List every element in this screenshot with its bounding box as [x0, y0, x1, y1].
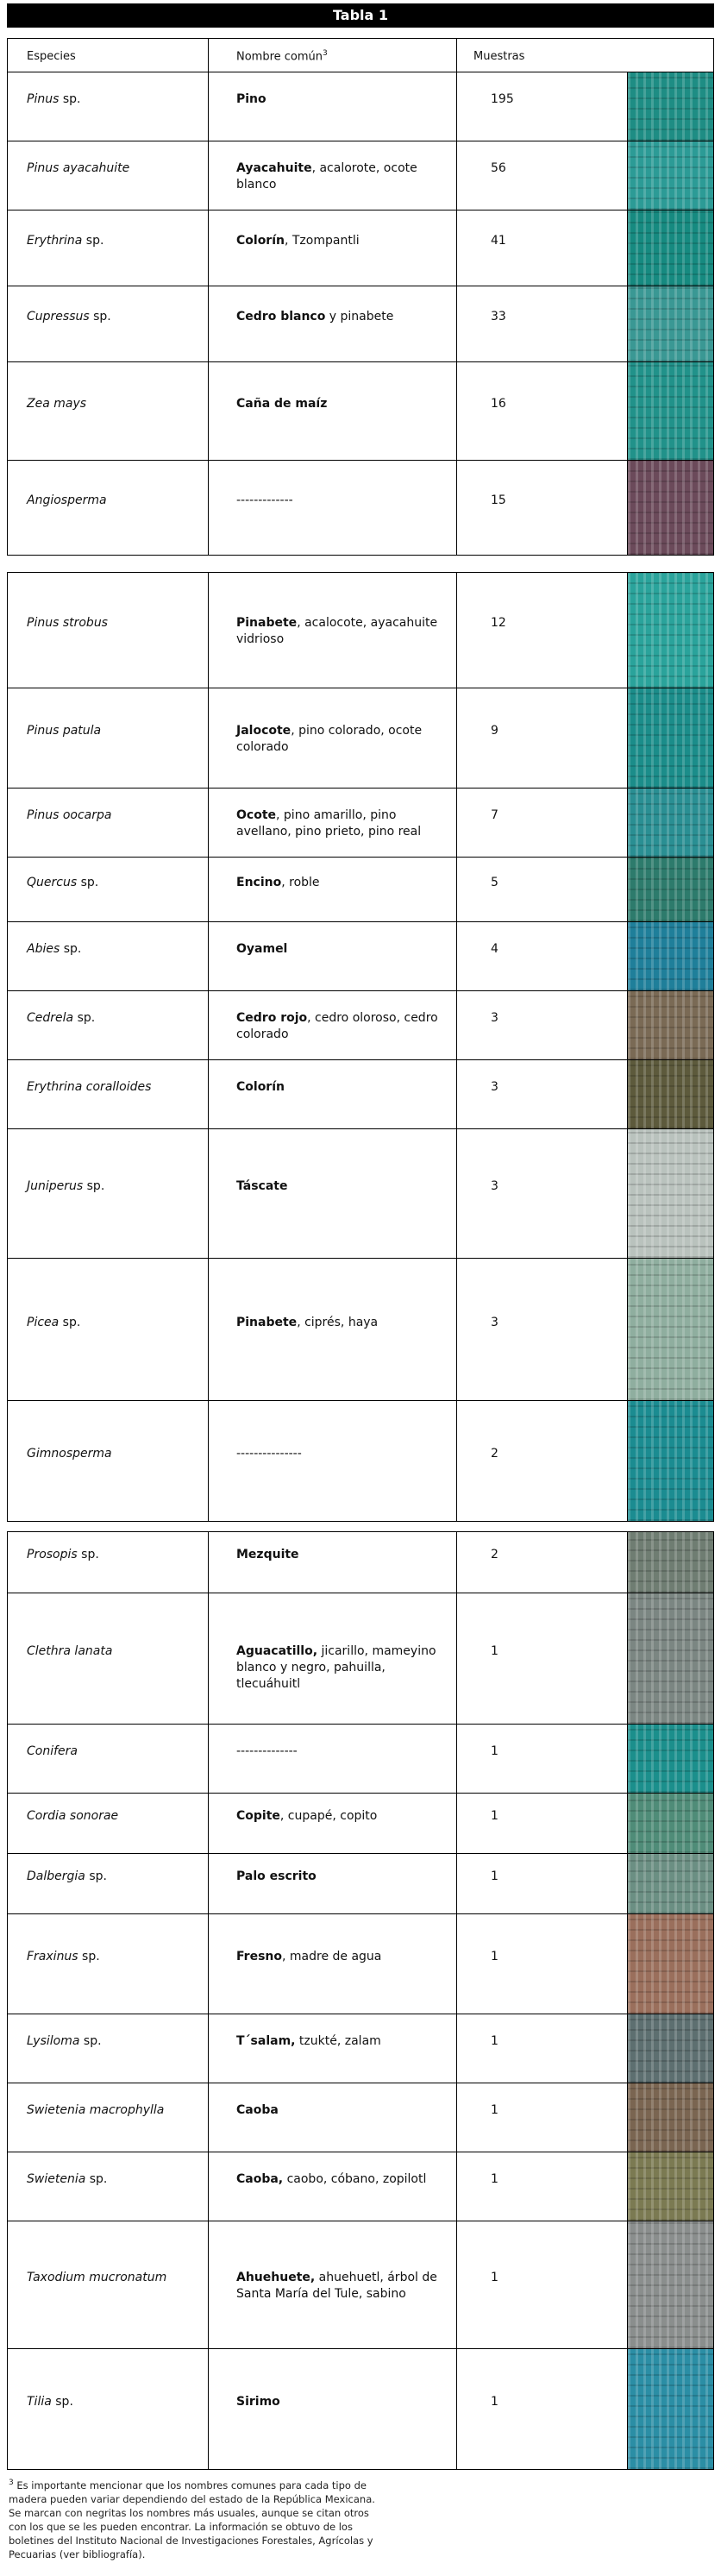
wood-micrograph — [627, 1401, 713, 1521]
table-row — [8, 1724, 713, 1793]
common-name — [236, 1808, 452, 1825]
species-name — [27, 941, 208, 958]
sample-count: 1 — [491, 1644, 498, 1658]
species-name — [27, 1315, 208, 1331]
table-row — [8, 921, 713, 990]
table-row — [8, 1853, 713, 1913]
wood-micrograph — [627, 2221, 713, 2348]
species-italic: Pinus oocarpa — [27, 808, 112, 822]
species-suffix: sp. — [82, 234, 104, 248]
species-italic: Dalbergia — [27, 1869, 85, 1883]
wood-micrograph — [627, 1794, 713, 1853]
common-name-main: Colorín — [236, 234, 285, 248]
table-row — [8, 688, 713, 788]
common-name-others: caobo, cóbano, zopilotl — [283, 2172, 427, 2186]
common-name — [236, 1079, 452, 1096]
species-italic: Cupressus — [27, 310, 90, 324]
common-name-main: Caoba — [236, 2103, 279, 2117]
sample-count: 195 — [491, 92, 514, 106]
wood-micrograph — [627, 2349, 713, 2469]
common-name-others: , madre de agua — [282, 1950, 382, 1963]
common-name — [236, 807, 452, 840]
wood-micrograph — [627, 573, 713, 688]
common-name-others: , Tzompantli — [284, 234, 360, 248]
common-name-main: Jalocote — [236, 724, 292, 738]
species-italic: Fraxinus — [27, 1950, 78, 1963]
common-name-main: Caña de maíz — [236, 397, 328, 411]
wood-micrograph — [627, 1532, 713, 1593]
table-row — [8, 788, 713, 857]
species-suffix: sp. — [78, 1950, 100, 1963]
sample-count: 4 — [491, 942, 498, 956]
species-name — [27, 1178, 208, 1195]
species-name — [27, 2033, 208, 2050]
species-italic: Pinus ayacahuite — [27, 161, 130, 175]
sample-count: 1 — [491, 2271, 498, 2284]
species-italic: Lysiloma — [27, 2034, 80, 2048]
species-suffix: sp. — [85, 1869, 107, 1883]
table-row — [8, 2152, 713, 2221]
wood-micrograph — [627, 2014, 713, 2083]
common-name — [236, 1315, 452, 1331]
common-name-others: ahuehuetl, árbol de Santa María del Tule, sabino — [236, 2271, 437, 2301]
species-name — [27, 91, 208, 108]
wood-micrograph — [627, 210, 713, 286]
wood-micrograph — [627, 858, 713, 921]
common-name-others: tzukté, zalam — [295, 2034, 381, 2048]
wood-micrograph — [627, 1593, 713, 1724]
table-row — [8, 2221, 713, 2348]
species-name — [27, 1446, 208, 1462]
sample-count: 56 — [491, 161, 506, 175]
common-name-main: Ahuehuete, — [236, 2271, 316, 2284]
wood-micrograph — [627, 72, 713, 141]
species-suffix: sp. — [79, 2034, 102, 2048]
sample-count: 12 — [491, 616, 506, 630]
header-common-name-sup: 3 — [323, 49, 328, 58]
wood-micrograph — [627, 1129, 713, 1258]
common-name — [236, 1178, 452, 1195]
common-name-main: Pinabete — [236, 616, 298, 630]
sample-count: 16 — [491, 397, 506, 411]
common-name-others: , acalorote, ocote blanco — [236, 161, 417, 192]
species-italic: Cordia sonorae — [27, 1809, 119, 1823]
species-name — [27, 160, 208, 177]
header-common-name — [236, 46, 328, 65]
common-name — [236, 2270, 452, 2303]
table-section — [7, 38, 714, 556]
wood-micrograph — [627, 1914, 713, 2014]
species-suffix: sp. — [73, 1011, 96, 1025]
species-suffix: sp. — [51, 2395, 73, 2409]
common-name-others: , cupapé, copito — [279, 1809, 378, 1823]
table-row — [8, 460, 713, 555]
common-name-main: Ocote — [236, 808, 277, 822]
wood-micrograph — [627, 2083, 713, 2152]
common-name — [236, 1547, 452, 1563]
common-name-main: Encino — [236, 876, 282, 889]
common-name-main: Pino — [236, 92, 266, 106]
common-name — [236, 396, 452, 412]
species-name — [27, 2102, 208, 2119]
species-name — [27, 2270, 208, 2286]
species-suffix: sp. — [85, 2172, 108, 2186]
common-name-others: --------------- — [236, 1447, 302, 1461]
common-name — [236, 723, 452, 756]
species-italic: Quercus — [27, 876, 78, 889]
common-name — [236, 1869, 452, 1885]
species-suffix: sp. — [77, 876, 99, 889]
common-name-main: Mezquite — [236, 1548, 299, 1561]
common-name — [236, 1446, 452, 1462]
table-row — [8, 1532, 713, 1593]
common-name — [236, 2394, 452, 2410]
table-row — [8, 141, 713, 210]
species-name — [27, 1079, 208, 1096]
species-suffix: sp. — [60, 942, 82, 956]
common-name — [236, 1643, 452, 1693]
sample-count: 3 — [491, 1316, 498, 1329]
species-italic: Erythrina coralloides — [27, 1080, 152, 1094]
species-suffix: sp. — [89, 310, 111, 324]
table-row — [8, 857, 713, 921]
species-name — [27, 1643, 208, 1660]
header-common-name-text: Nombre común — [236, 50, 323, 64]
table-row — [8, 1593, 713, 1724]
table-row — [8, 72, 713, 141]
species-name — [27, 309, 208, 325]
table-row — [8, 286, 713, 361]
species-italic: Taxodium mucronatum — [27, 2271, 167, 2284]
common-name-main: Cedro rojo — [236, 1011, 308, 1025]
common-name-others: -------------- — [236, 1744, 298, 1758]
wood-micrograph — [627, 286, 713, 361]
species-name — [27, 2394, 208, 2410]
species-suffix: sp. — [59, 1316, 81, 1329]
common-name-main: Táscate — [236, 1179, 288, 1193]
sample-count: 41 — [491, 234, 506, 248]
species-italic: Pinus strobus — [27, 616, 108, 630]
common-name — [236, 2033, 452, 2050]
table-row — [8, 210, 713, 286]
species-italic: Angiosperma — [27, 493, 107, 507]
wood-micrograph — [627, 922, 713, 990]
common-name — [236, 1744, 452, 1760]
common-name-main: Caoba, — [236, 2172, 284, 2186]
species-name — [27, 875, 208, 891]
sample-count: 1 — [491, 1950, 498, 1963]
wood-micrograph — [627, 141, 713, 210]
table-row — [8, 1258, 713, 1400]
species-italic: Conifera — [27, 1744, 78, 1758]
species-italic: Gimnosperma — [27, 1447, 112, 1461]
species-italic: Pinus — [27, 92, 60, 106]
common-name — [236, 615, 452, 648]
table-row — [8, 2348, 713, 2469]
table-row — [8, 1059, 713, 1128]
common-name-others: , acalocote, ayacahuite vidrioso — [236, 616, 438, 646]
species-name — [27, 1547, 208, 1563]
table-section — [7, 572, 714, 1522]
table-row — [8, 2014, 713, 2083]
species-italic: Erythrina — [27, 234, 83, 248]
species-italic: Pinus patula — [27, 724, 102, 738]
common-name-others: jicarillo, mameyino blanco y negro, pahuilla, tlecuáhuitl — [236, 1644, 436, 1691]
species-italic: Cedrela — [27, 1011, 74, 1025]
common-name-main: Copite — [236, 1809, 280, 1823]
wood-micrograph — [627, 1854, 713, 1913]
species-name — [27, 807, 208, 824]
species-name — [27, 493, 208, 509]
table-row — [8, 1913, 713, 2014]
species-italic: Prosopis — [27, 1548, 78, 1561]
species-italic: Clethra lanata — [27, 1644, 113, 1658]
species-italic: Picea — [27, 1316, 60, 1329]
species-name — [27, 1010, 208, 1027]
common-name — [236, 1949, 452, 1965]
common-name-main: Cedro blanco — [236, 310, 326, 324]
table-row — [8, 2083, 713, 2152]
species-suffix: sp. — [83, 1179, 105, 1193]
common-name-main: Sirimo — [236, 2395, 280, 2409]
wood-micrograph — [627, 461, 713, 555]
sample-count: 1 — [491, 2395, 498, 2409]
sample-count: 5 — [491, 876, 498, 889]
sample-count: 1 — [491, 1809, 498, 1823]
common-name-others: , pino colorado, ocote colorado — [236, 724, 423, 754]
wood-micrograph — [627, 1060, 713, 1128]
common-name — [236, 941, 452, 958]
species-name — [27, 396, 208, 412]
common-name-others: ------------- — [236, 493, 293, 507]
footnote — [9, 2476, 388, 2561]
wood-micrograph — [627, 1725, 713, 1793]
sample-count: 7 — [491, 808, 498, 822]
wood-micrograph — [627, 1259, 713, 1400]
common-name-main: Colorín — [236, 1080, 285, 1094]
wood-micrograph — [627, 688, 713, 788]
common-name — [236, 91, 452, 108]
table-section — [7, 1531, 714, 2470]
species-italic: Abies — [27, 942, 60, 956]
table-title: Tabla 1 — [7, 3, 714, 28]
wood-micrograph — [627, 789, 713, 857]
wood-micrograph — [627, 362, 713, 460]
sample-count: 3 — [491, 1080, 498, 1094]
species-name — [27, 2171, 208, 2188]
common-name-main: T´salam, — [236, 2034, 296, 2048]
sample-count: 9 — [491, 724, 498, 738]
species-name — [27, 723, 208, 739]
common-name-main: Pinabete — [236, 1316, 298, 1329]
common-name-main: Fresno — [236, 1950, 282, 1963]
species-suffix: sp. — [77, 1548, 99, 1561]
common-name — [236, 493, 452, 509]
sample-count: 3 — [491, 1179, 498, 1193]
species-name — [27, 233, 208, 249]
sample-count: 1 — [491, 2172, 498, 2186]
table-row — [8, 573, 713, 688]
common-name-main: Ayacahuite — [236, 161, 312, 175]
table-header — [8, 39, 713, 72]
common-name-others: y pinabete — [325, 310, 394, 324]
species-name — [27, 1869, 208, 1885]
common-name — [236, 1010, 452, 1043]
table-row — [8, 1400, 713, 1521]
sample-count: 3 — [491, 1011, 498, 1025]
common-name-main: Oyamel — [236, 942, 288, 956]
common-name-main: Aguacatillo, — [236, 1644, 318, 1658]
species-italic: Tilia — [27, 2395, 52, 2409]
common-name — [236, 2102, 452, 2119]
common-name — [236, 875, 452, 891]
sample-count: 15 — [491, 493, 506, 507]
wood-micrograph — [627, 991, 713, 1059]
header-species: Especies — [27, 50, 76, 63]
common-name — [236, 233, 452, 249]
common-name — [236, 160, 452, 193]
sample-count: 2 — [491, 1447, 498, 1461]
header-samples: Muestras — [473, 50, 525, 63]
common-name — [236, 309, 452, 325]
common-name-others: , pino amarillo, pino avellano, pino prieto, pino real — [236, 808, 422, 839]
sample-count: 1 — [491, 2103, 498, 2117]
table-row — [8, 990, 713, 1059]
sample-count: 2 — [491, 1548, 498, 1561]
table-row — [8, 361, 713, 460]
sample-count: 1 — [491, 1869, 498, 1883]
species-name — [27, 1949, 208, 1965]
species-italic: Zea mays — [27, 397, 87, 411]
table-row — [8, 1128, 713, 1258]
wood-micrograph — [627, 2152, 713, 2221]
footnote-mark: 3 — [9, 2479, 14, 2487]
species-italic: Swietenia — [27, 2172, 86, 2186]
sample-count: 33 — [491, 310, 506, 324]
footnote-text: Es importante mencionar que los nombres comunes para cada tipo de madera pueden variar dependiendo del estado de la República Mexicana. Se marcan con negritas los nombres más usuales, aunque se citan otros con los que se les pueden encontrar. La información se obtuvo de los boletines del Instituto Nacional de Investigaciones Forestales, Agrícolas y Pecuarias (ver bibliografía). — [9, 2479, 375, 2560]
species-name — [27, 615, 208, 631]
sample-count: 1 — [491, 2034, 498, 2048]
species-italic: Juniperus — [27, 1179, 84, 1193]
common-name-others: , ciprés, haya — [297, 1316, 379, 1329]
sample-count: 1 — [491, 1744, 498, 1758]
common-name-others: , roble — [281, 876, 320, 889]
table-row — [8, 1793, 713, 1853]
species-suffix: sp. — [59, 92, 81, 106]
common-name-others: , cedro oloroso, cedro colorado — [236, 1011, 438, 1041]
common-name-main: Palo escrito — [236, 1869, 317, 1883]
species-name — [27, 1808, 208, 1825]
species-italic: Swietenia macrophylla — [27, 2103, 165, 2117]
common-name — [236, 2171, 452, 2188]
species-name — [27, 1744, 208, 1760]
